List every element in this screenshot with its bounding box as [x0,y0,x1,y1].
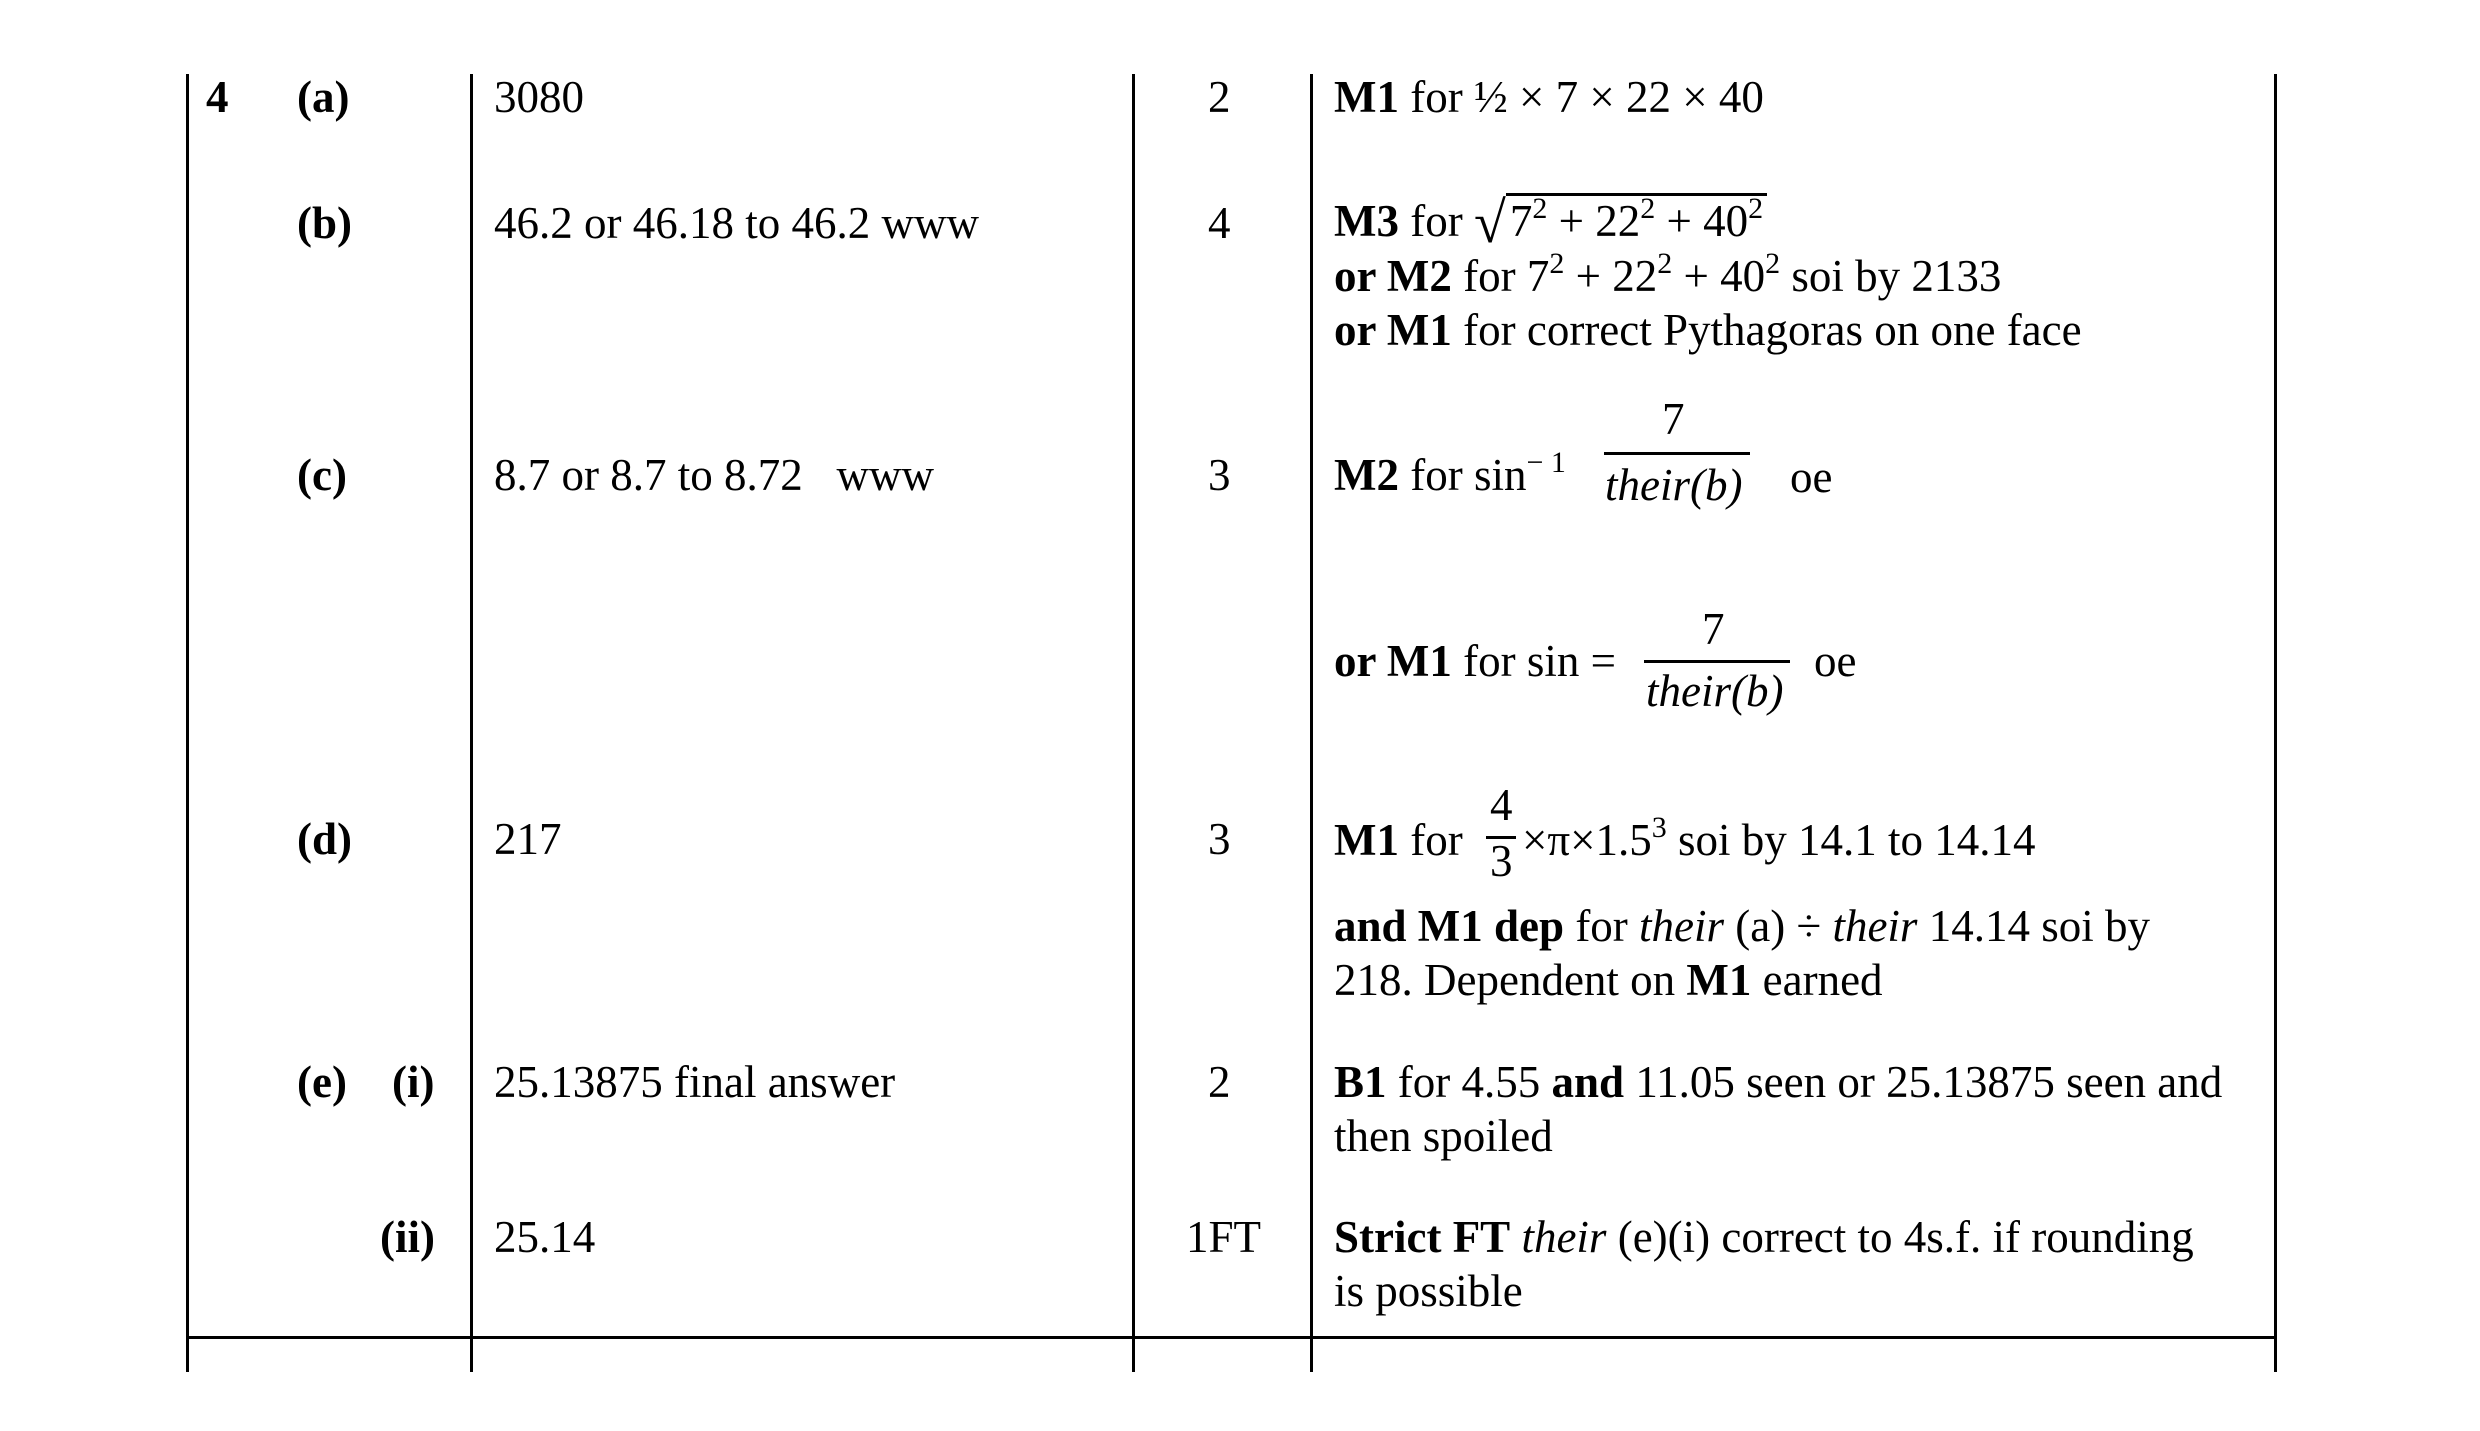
answer-c: 8.7 or 8.7 to 8.72 www [494,450,934,500]
marks-c: 3 [1208,450,1231,500]
sub-part-label-ii: (ii) [380,1212,435,1262]
answer-d: 217 [494,814,562,864]
answer-e-ii: 25.14 [494,1212,596,1262]
answer-b: 46.2 or 46.18 to 46.2 www [494,198,979,248]
answer-e-i: 25.13875 final answer [494,1057,896,1107]
column-divider-marks [1132,74,1135,1372]
guidance-c-line1: M2 for $\sin^{- 1}$ [1334,446,1566,500]
marks-b: 4 [1208,198,1231,248]
part-label-d: (d) [297,814,352,864]
sub-part-label-i: (i) [392,1057,435,1107]
fraction-c2-denominator: their(b) [1646,666,1784,716]
marks-a: 2 [1208,72,1231,122]
part-label-c: (c) [297,450,347,500]
guidance-d-line1-end: $\times\pi\times 1.5^3$ soi by 14.1 to 14.14 [1522,811,2036,865]
guidance-d-line1-start: M1 for [1334,815,1463,865]
fraction-c-denominator: their(b) [1605,460,1743,510]
fraction-c-bar [1604,452,1750,455]
guidance-c-line2: or M1 for sin = [1334,636,1617,686]
guidance-d-line2: and M1 dep for their (a) ÷ their 14.14 soi by [1334,901,2150,951]
marks-e-ii: 1FT [1186,1212,1262,1262]
guidance-c2-oe: oe [1814,636,1857,686]
guidance-e-i-line1: B1 for 4.55 and 11.05 seen or 25.13875 seen and [1334,1057,2223,1107]
fraction-c-numerator: 7 [1662,394,1685,444]
fraction-c2-numerator: 7 [1702,604,1725,654]
guidance-b-line1: M3 for $√7^2 + 22^2 + 40^2$ [1334,190,1767,248]
fraction-d-numerator: 4 [1490,780,1513,830]
table-right-border [2274,74,2277,1372]
guidance-e-ii-line1: Strict FT their (e)(i) correct to 4s.f. if rounding [1334,1212,2194,1262]
column-divider-guidance [1310,74,1313,1372]
fraction-c2-bar [1644,660,1790,663]
guidance-c-oe: oe [1790,452,1833,502]
part-label-b: (b) [297,198,352,248]
guidance-b-line2: or M2 for $7^2 + 22^2 + 40^2$ soi by 2133 [1334,247,2002,301]
fraction-d-denominator: 3 [1490,836,1513,886]
square-root-expression: $√7^2 + 22^2 + 40^2$ [1474,190,1767,248]
guidance-d-line3: 218. Dependent on M1 earned [1334,955,1883,1005]
guidance-e-ii-line2: is possible [1334,1266,1523,1316]
part-label-e: (e) [297,1057,347,1107]
table-left-border [186,74,189,1372]
question-number: 4 [206,72,229,122]
guidance-a: M1 for ½ × 7 × 22 × 40 [1334,72,1764,122]
guidance-b-line3: or M1 for correct Pythagoras on one face [1334,305,2082,355]
table-bottom-border [186,1336,2277,1339]
part-label-a: (a) [297,72,350,122]
marks-e-i: 2 [1208,1057,1231,1107]
answer-a: 3080 [494,72,584,122]
column-divider-answer [470,74,473,1372]
marks-d: 3 [1208,814,1231,864]
guidance-e-i-line2: then spoiled [1334,1111,1553,1161]
